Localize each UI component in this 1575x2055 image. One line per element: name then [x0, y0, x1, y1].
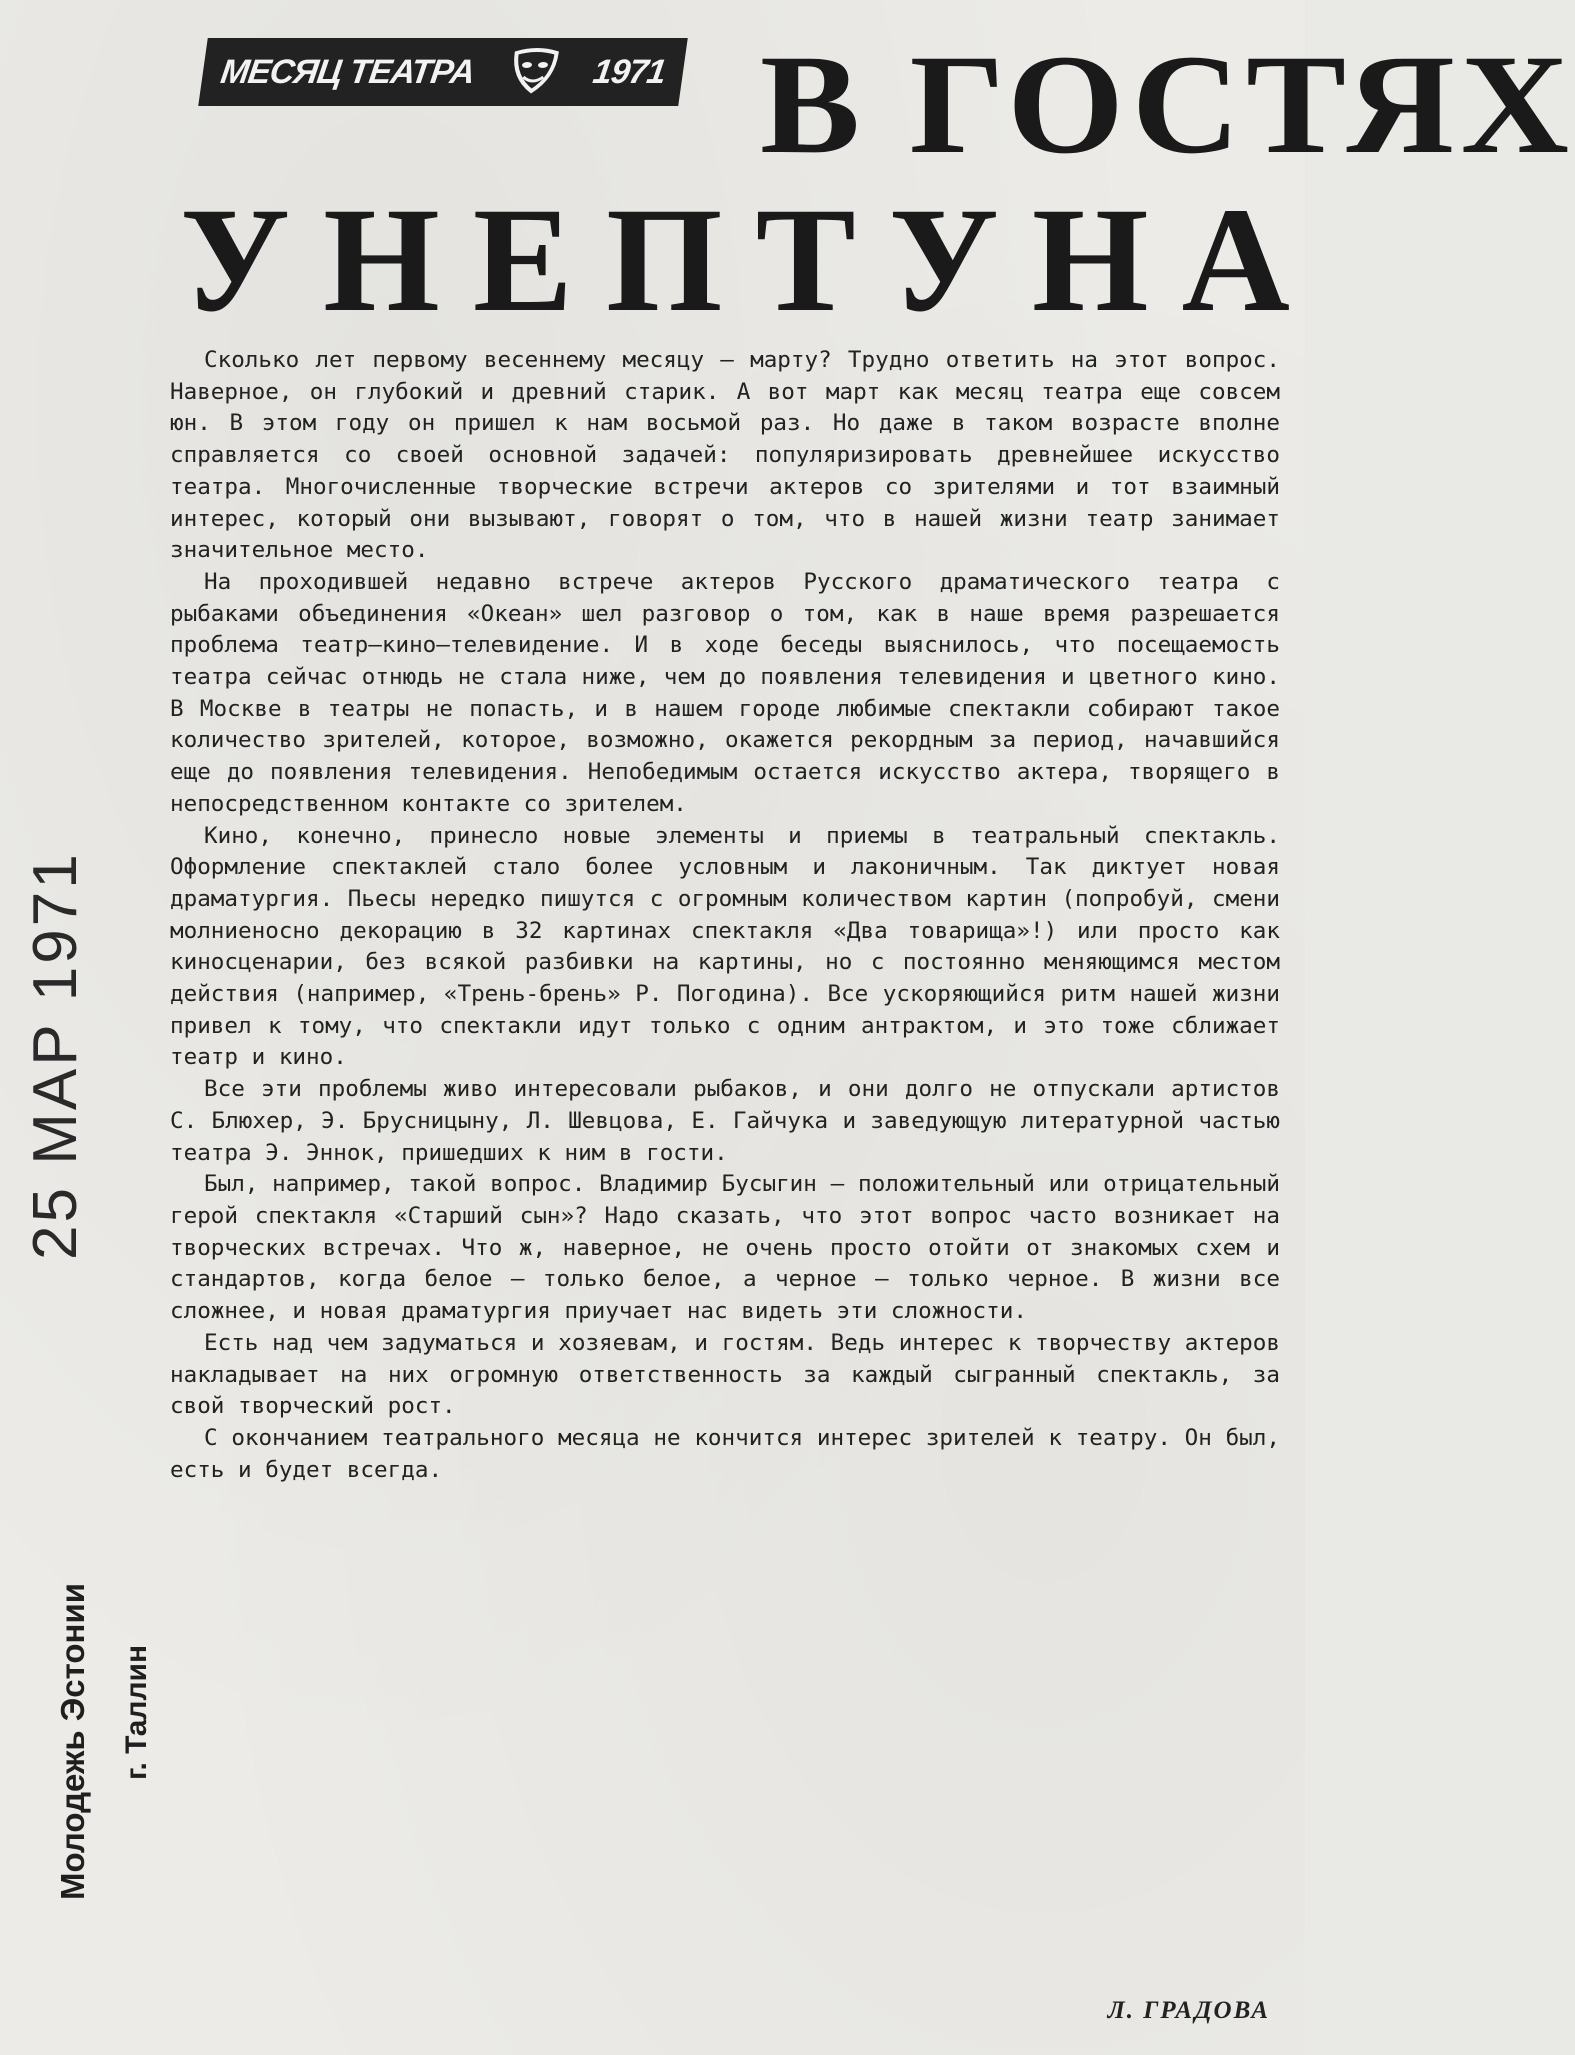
headline-letter: Е [472, 177, 573, 343]
article-paragraph: С окончанием театрального месяца не кончится интерес зрителей к театру. Он был, есть и будет всегда. [170, 1424, 1280, 1483]
headline-letter: П [605, 177, 723, 343]
article-paragraph: Кино, конечно, принесло новые элементы и приемы в театральный спектакль. Оформление спектаклей стало более условным и лаконичным. Так диктует новая драматургия. Пьесы нередко пишутся с огромным количеством картин (попробуй, смени молниеносно декорацию в 32 картинах спектакля «Два товарища»!) или просто как киносценарии, без всякой разбивки на картины, но с постоянно меняющимся местом действия (например, «Трень-брень» Р. Погодина). Все ускоряющийся ритм нашей жизни привел к тому, что спектакли идут только с одним антрактом, и это тоже сближает театр и кино. [170, 822, 1280, 1071]
article-paragraph: Был, например, такой вопрос. Владимир Бусыгин — положительный или отрицательный герой спектакля «Старший сын»? Надо сказать, что этот вопрос часто возникает на творческих встречах. Что ж, наверное, не очень просто отойти от знакомых схем и стандартов, когда белое — только белое, а черное — только черное. В жизни все сложнее, и новая драматургия приучает нас видеть эти сложности. [170, 1171, 1280, 1325]
article-paragraph: Есть над чем задуматься и хозяевам, и гостям. Ведь интерес к творчеству актеров накладывает на них огромную ответственность за каждый сыгранный спектакль, за свой творческий рост. [170, 1329, 1280, 1420]
article-paragraph: Все эти проблемы живо интересовали рыбаков, и они долго не отпускали артистов С. Блюхер, Э. Брусницыну, Л. Шевцова, Е. Гайчука и заведующую литературной частью театра Э. Эннок, пришедших к ним в гости. [170, 1076, 1280, 1166]
city-stamp: г. Таллин [120, 1644, 153, 1780]
headline-line-2 [180, 177, 1290, 343]
headline-letter: Н [1031, 177, 1149, 343]
author-signature: Л. ГРАДОВА [1107, 1997, 1270, 2024]
article-paragraph: Сколько лет первому весеннему месяцу — марту? Трудно ответить на этот вопрос. Наверное, он глубокий и древний старик. А вот март как месяц театра еще совсем юн. В этом году он пришел к нам восьмой раз. Но даже в таком возрасте вполне справляется со своей основной задачей: популяризировать древнейшее искусство театра. Многочисленные творческие встречи актеров со зрителями и тот взаимный интерес, который они вызывают, говорят о том, что в нашей жизни театр занимает значительное место. [170, 347, 1280, 564]
date-stamp: 25 МАР 1971 [21, 851, 90, 1260]
rubric-banner [198, 38, 688, 106]
headline-letter: А [1181, 177, 1290, 343]
article-paragraph: На проходившей недавно встрече актеров Русского драматического театра с рыбаками объединения «Океан» шел разговор о том, как в наше время разрешается проблема театр—кино—телевидение. И в ходе беседы выяснилось, что посещаемость театра сейчас отнюдь не стала ниже, чем до появления телевидения и цветного кино. В Москве в театры не попасть, и в нашем городе любимые спектакли собирают такое количество зрителей, которое, возможно, окажется рекордным за период, начавшийся еще до появления телевидения. Непобедимым остается искусство актера, творящего в непосредственном контакте со зрителем. [170, 568, 1280, 817]
rubric-title: МЕСЯЦ ТЕАТРА [218, 52, 477, 91]
headline-letter: Т [755, 177, 856, 343]
article-body [170, 345, 1280, 1486]
headline-letter: Н [323, 177, 440, 343]
newspaper-name-stamp: Молодежь Эстонии [54, 1582, 91, 1900]
theatre-mask-icon [501, 46, 566, 98]
headline-letter: У [888, 177, 999, 343]
headline-letter: У [180, 177, 291, 343]
rubric-year: 1971 [590, 52, 668, 91]
headline-line-1: В ГОСТЯХ [760, 25, 1575, 184]
